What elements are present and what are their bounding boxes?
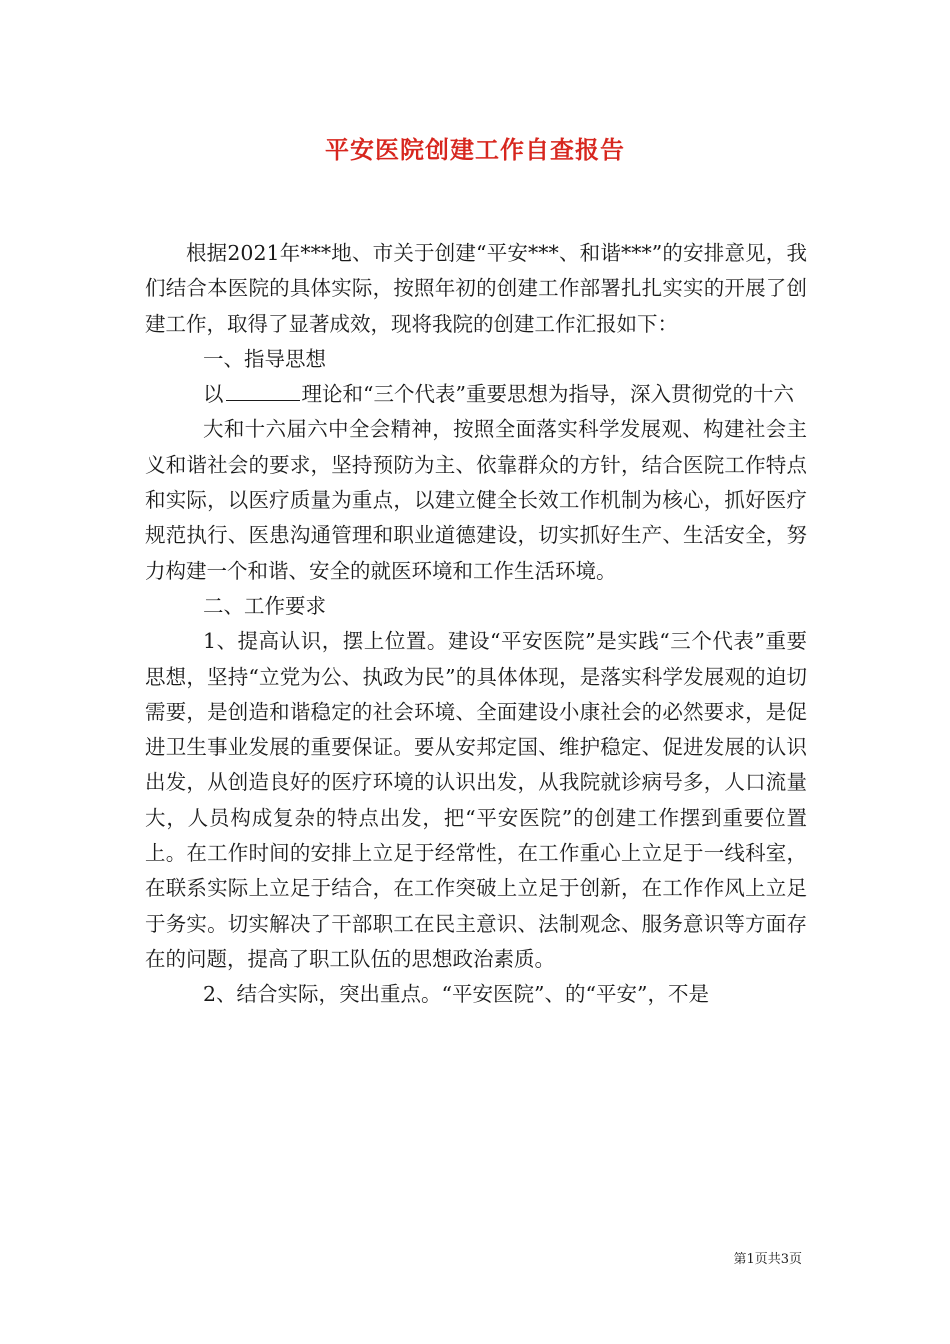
intro-paragraph: 根据2021年***地、市关于创建“平安***、和谐***”的安排意见，我们结合本医院的具体实际，按照年初的创建工作部署扎扎实实的开展了创建工作，取得了显著成效，现将我院的创建工作汇报如下： [145, 241, 807, 336]
fill-in-blank [226, 380, 300, 401]
page-number: 第1页共3页 [733, 1252, 802, 1267]
guiding-suffix: 理论和“三个代表”重要思想为指导，深入贯彻党的十六 [301, 382, 794, 407]
section-heading-work-requirements: 二、工作要求 [203, 593, 326, 618]
guiding-prefix: 以 [203, 382, 224, 407]
document-body [145, 236, 807, 1013]
requirement-item-1: 1、提高认识，摆上位置。建设“平安医院”是实践“三个代表”重要思想，坚持“立党为公、执政为民”的具体体现，是落实科学发展观的迫切需要，是创造和谐稳定的社会环境、全面建设小康社会的必然要求，是促进卫生事业发展的重要保证。要从安邦定国、维护稳定、促进发展的认识出发，从创造良好的医疗环境的认识出发，从我院就诊病号多，人口流量大，人员构成复杂的特点出发，把“平安医院”的创建工作摆到重要位置上。在工作时间的安排上立足于经常性，在工作重心上立足于一线科室，在联系实际上立足于结合，在工作突破上立足于创新，在工作作风上立足于务实。切实解决了干部职工在民主意识、法制观念、服务意识等方面存在的问题，提高了职工队伍的思想政治素质。 [145, 629, 807, 971]
document-title: 平安医院创建工作自查报告 [325, 135, 625, 164]
section-heading-guiding-thought: 一、指导思想 [203, 346, 326, 371]
requirement-item-2: 2、结合实际，突出重点。“平安医院”、的“平安”，不是 [203, 982, 709, 1007]
guiding-thought-continuation: 大和十六届六中全会精神，按照全面落实科学发展观、构建社会主义和谐社会的要求，坚持预防为主、依靠群众的方针，结合医院工作特点和实际，以医疗质量为重点，以建立健全长效工作机制为核心，抓好医疗规范执行、医患沟通管理和职业道德建设，切实抓好生产、生活安全，努力构建一个和谐、安全的就医环境和工作生活环境。 [145, 417, 807, 583]
guiding-thought-paragraph [145, 377, 807, 412]
